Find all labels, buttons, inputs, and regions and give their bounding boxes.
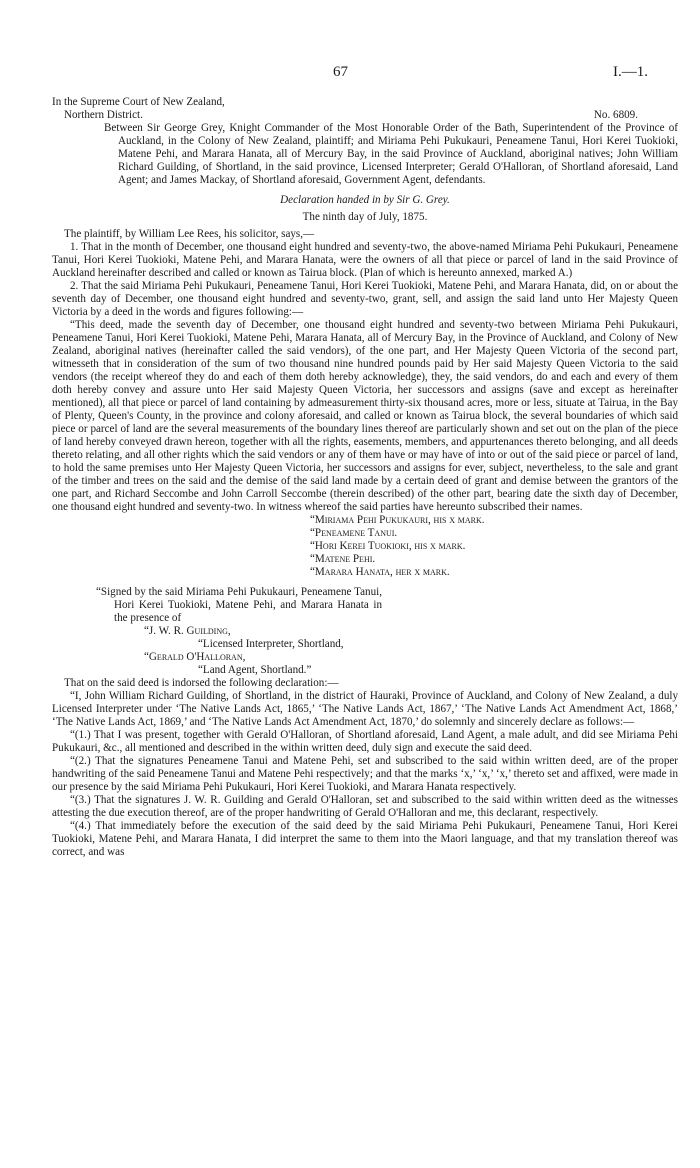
case-number: No. 6809. [593,109,638,121]
endorsement-clause-3: “(3.) That the signatures J. W. R. Guilding and Gerald O'Halloran, set and subscribed to the said within written deed as the witnesses attesting the due execution thereof, are of the proper handwriting of Gerald O'Halloran and me, this declarant, respectively. [52,794,678,819]
endorsement-clause-1: “(1.) That I was present, together with Gerald O'Halloran, of Shortland aforesaid, Land Agent, a male adult, and did see Miriama Pehi Pukukauri, &c., all mentioned and described in the within written deed, duly sign and execute the said deed. [52,729,678,754]
witness-1-title: “Licensed Interpreter, Shortland, [198,638,344,650]
witness-2-name: “Gerald O'Halloran, [144,651,246,663]
witness-1-name: “J. W. R. Guilding, [144,625,231,637]
document-body [52,96,678,859]
case-parties: Between Sir George Grey, Knight Commander of the Most Honorable Order of the Bath, Superintendent of the Province of Auckland, in the Colony of New Zealand, plaintiff; and Miriama Pehi Pukukauri, Peneamene Tanui, Hori Kerei Tuokioki, Matene Pehi, and Marara Hanata, all of Mercury Bay, in the said Province of Auckland, aboriginal natives; John William Richard Guilding, of Shortland, in the said province, Licensed Interpreter; Gerald O'Halloran, of Shortland aforesaid, Land Agent; and James Mackay, of Shortland aforesaid, Government Agent, defendants. [104,122,678,186]
witness-2-title: “Land Agent, Shortland.” [198,664,312,676]
signatory: “Hori Kerei Tuokioki, his x mark. [310,540,466,552]
paragraph-2: 2. That the said Miriama Pehi Pukukauri, Peneamene Tanui, Hori Kerei Tuokioki, Matene Pehi, and Marara Hanata, did, on or about the seventh day of December, one thousand eight hundred and seventy-two, grant, sell, and assign the said land unto Her Majesty Queen Victoria by a deed in the words and figures following:— [52,280,678,318]
signatory: “Miriama Pehi Pukukauri, his x mark. [310,514,485,526]
declaration-heading: Declaration handed in by Sir G. Grey. [280,194,450,206]
signatory: “Marara Hanata, her x mark. [310,566,450,578]
signatories-list [310,514,678,579]
signatory: “Peneamene Tanui. [310,527,398,539]
declaration-date: The ninth day of July, 1875. [302,211,428,223]
endorsement-declaration: “I, John William Richard Guilding, of Shortland, in the district of Hauraki, Province of Auckland, and Colony of New Zealand, a duly Licensed Interpreter under ‘The Native Lands Act, 1865,’ ‘The Native Lands Act, 1867,’ ‘The Native Lands Act Amendment Act, 1868,’ ‘The Native Lands Act, 1869,’ and ‘The Native Lands Act Amendment Act, 1870,’ do solemnly and sincerely declare as follows:— [52,690,678,728]
endorsement-intro: That on the said deed is indorsed the following declaration:— [64,677,339,689]
document-reference: I.—1. [613,64,648,80]
page-number: 67 [333,64,348,80]
paragraph-intro: The plaintiff, by William Lee Rees, his solicitor, says,— [64,228,315,240]
endorsement-clause-2: “(2.) That the signatures Peneamene Tanui and Matene Pehi, set and subscribed to the said within written deed, are of the proper handwriting of the said Peneamene Tanui and Matene Pehi respectively; and that the marks ‘x,’ ‘x,’ ‘x,’ thereto set and affixed, were made in our presence by the said Miriama Pehi Pukukauri, Hori Kerei Tuokioki, and Marara Hanata respectively. [52,755,678,793]
court-title: In the Supreme Court of New Zealand, [52,96,225,108]
signatory: “Matene Pehi. [310,553,376,565]
endorsement-clause-4: “(4.) That immediately before the execution of the said deed by the said Miriama Pehi Pukukauri, Peneamene Tanui, Hori Kerei Tuokioki, Matene Pehi, and Marara Hanata, I did interpret the same to them into the Maori language, and that my translation thereof was correct, and was [52,820,678,858]
paragraph-1: 1. That in the month of December, one thousand eight hundred and seventy-two, the above-named Miriama Pehi Pukukauri, Peneamene Tanui, Hori Kerei Tuokioki, Matene Pehi, and Marara Hanata, were the owners of all that piece or parcel of land in the said Province of Auckland hereinafter described and called or known as Tairua block. (Plan of which is hereunto annexed, marked A.) [52,241,678,279]
deed-text: “This deed, made the seventh day of December, one thousand eight hundred and seventy-two between Miriama Pehi Pukukauri, Peneamene Tanui, Hori Kerei Tuokioki, Matene Pehi, Marara Hanata, all of Mercury Bay, in the Province of Auckland, and Colony of New Zealand, aboriginal natives (hereinafter called the said vendors), of the one part, and Her Majesty Queen Victoria of the second part, witnesseth that in consideration of the sum of two thousand nine hundred pounds paid by Her said Majesty Queen Victoria to the said vendors (the receipt whereof they do and each of them doth hereby acknowledge), they, the said vendors, do and each and every of them doth hereby convey and assure unto Her said Majesty Queen Victoria, her successors and assigns (save and except as hereinafter mentioned), all that piece or parcel of land containing by admeasurement thirty-six thousand acres, more or less, situate at Tairua, in the Bay of Plenty, Queen's County, in the province and colony aforesaid, and called or known as Tairua block, the several boundaries of which said piece or parcel of land are the several measurements of the boundary lines thereof are particularly shown and set out on the plan of the piece of land hereby conveyed drawn hereon, together with all the rights, easements, members, and appurtenances thereto belonging, and all deeds thereto relating, and all other rights which the said vendors or any of them have or may have of into or out of the said piece or parcel of land, to hold the same premises unto Her Majesty Queen Victoria, her successors and assigns for ever, subject, nevertheless, to the sale and grant of the timber and trees on the said and the demise of the said land made by a certain deed of grant and demise between the grantors of the one part, and Richard Seccombe and John Carroll Seccombe (therein described) of the other part, bearing date the sixth day of December, one thousand eight hundred and seventy-two. In witness whereof the said parties have hereunto subscribed their names. [52,319,678,513]
court-district: Northern District. [64,109,143,121]
witness-statement: “Signed by the said Miriama Pehi Pukukauri, Peneamene Tanui, Hori Kerei Tuokioki, Matene Pehi, and Marara Hanata in the presence of [96,586,382,624]
